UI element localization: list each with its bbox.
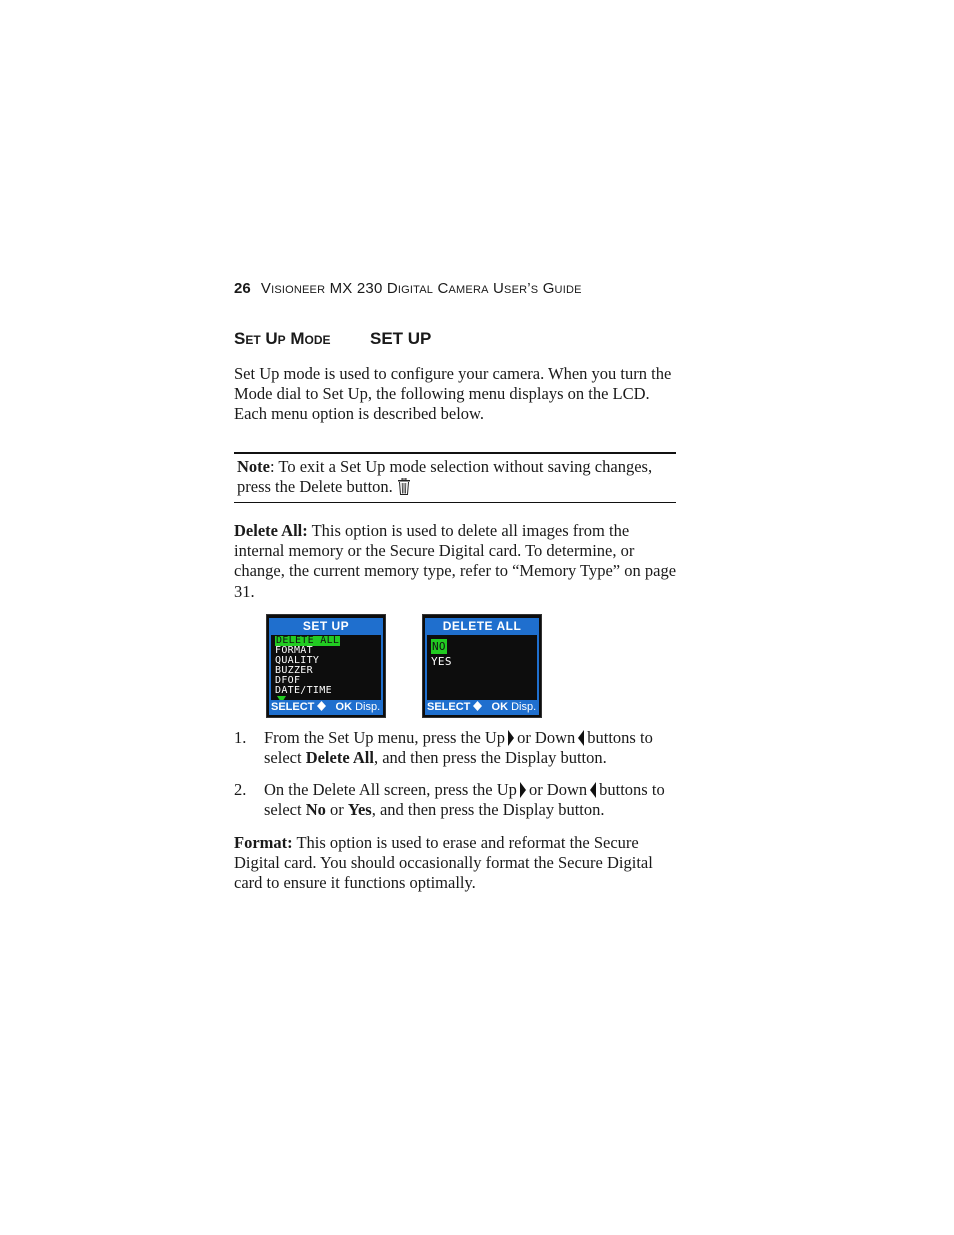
running-header (234, 280, 582, 297)
section-heading (234, 329, 432, 349)
intro-paragraph: Set Up mode is used to configure your camera. When you turn the Mode dial to Set Up, the following menu displays on the LCD. Each menu option is described below. (234, 364, 672, 424)
step-text-part: buttons to select (264, 780, 665, 820)
step-text-part: or (325, 800, 348, 820)
lcd-footer-select: SELECT (271, 701, 315, 713)
up-arrow-icon (519, 781, 527, 799)
mode-label: SET UP (370, 329, 432, 348)
lcd-menu-item-selected: DELETE ALL (276, 635, 340, 646)
lcd-menu-item: QUALITY (275, 655, 320, 666)
step-text-part: or Down (517, 728, 576, 747)
lcd-title-bar: SET UP (269, 618, 383, 635)
step-2 (234, 780, 680, 820)
lcd-menu-item: FORMAT (275, 645, 313, 656)
step-text-part: On the Delete All screen, press the Up (264, 780, 517, 799)
section-title: Set Up Mode (234, 329, 331, 348)
note-top-rule (234, 452, 676, 454)
lcd-footer-disp: Disp. (511, 701, 537, 713)
lcd-menu-list (275, 636, 340, 696)
lcd-title-bar: DELETE ALL (425, 618, 539, 635)
format-text: This option is used to erase and reformat the Secure Digital card. You should occasionally format the Secure Digital card to ensure it functions optimally. (234, 833, 653, 893)
step-text-part: , and then press the Display button. (373, 748, 607, 768)
note-bottom-rule (234, 502, 676, 503)
step-1 (234, 728, 680, 768)
step-number: 2. (234, 780, 247, 799)
lcd-footer (269, 700, 383, 715)
step-text-part: or Down (528, 780, 588, 799)
format-label: Format: (234, 833, 293, 852)
lcd-footer-ok: OK (491, 701, 509, 713)
up-arrow-icon (507, 729, 515, 747)
step-number: 1. (234, 728, 247, 747)
lcd-menu-item: YES (431, 655, 452, 668)
lcd-delete-all-screen (422, 614, 542, 718)
step-text-part: , and then press the Display button. (371, 800, 605, 820)
page-number: 26 (234, 280, 251, 297)
lcd-menu-item-selected: NO (432, 640, 446, 653)
note-paragraph (237, 457, 677, 497)
down-arrow-icon (577, 729, 585, 747)
lcd-menu-item: DFOF (275, 675, 301, 686)
delete-all-label: Delete All: (234, 521, 308, 540)
lcd-menu-item: DATE/TIME (275, 685, 332, 696)
step-emphasis: Delete All (305, 748, 374, 768)
lcd-menu-item: BUZZER (275, 665, 313, 676)
up-down-arrow-icon (473, 701, 482, 711)
step-text-part: buttons to select (264, 728, 653, 768)
up-down-arrow-icon (317, 701, 326, 711)
step-text (264, 780, 680, 820)
delete-all-paragraph (234, 521, 680, 602)
format-paragraph (234, 833, 680, 894)
down-arrow-icon (589, 781, 597, 799)
delete-all-text: This option is used to delete all images from the internal memory or the Secure Digital card. To determine, or change, the current memory type, refer to “Memory Type” on page 31. (234, 521, 677, 601)
header-title: Visioneer MX 230 Digital Camera User’s Guide (260, 280, 582, 297)
step-text (264, 728, 680, 768)
note-text: : To exit a Set Up mode selection without saving changes, press the Delete button. (237, 457, 653, 497)
lcd-footer (425, 700, 539, 715)
lcd-setup-menu (266, 614, 386, 718)
step-emphasis: No (305, 800, 326, 820)
lcd-footer-ok: OK (335, 701, 353, 713)
step-emphasis: Yes (347, 800, 372, 820)
lcd-footer-select: SELECT (427, 701, 471, 713)
step-text-part: From the Set Up menu, press the Up (264, 728, 506, 747)
lcd-menu-list (431, 639, 452, 669)
lcd-footer-disp: Disp. (355, 701, 381, 713)
trash-icon (397, 478, 411, 495)
note-label: Note (237, 457, 270, 476)
